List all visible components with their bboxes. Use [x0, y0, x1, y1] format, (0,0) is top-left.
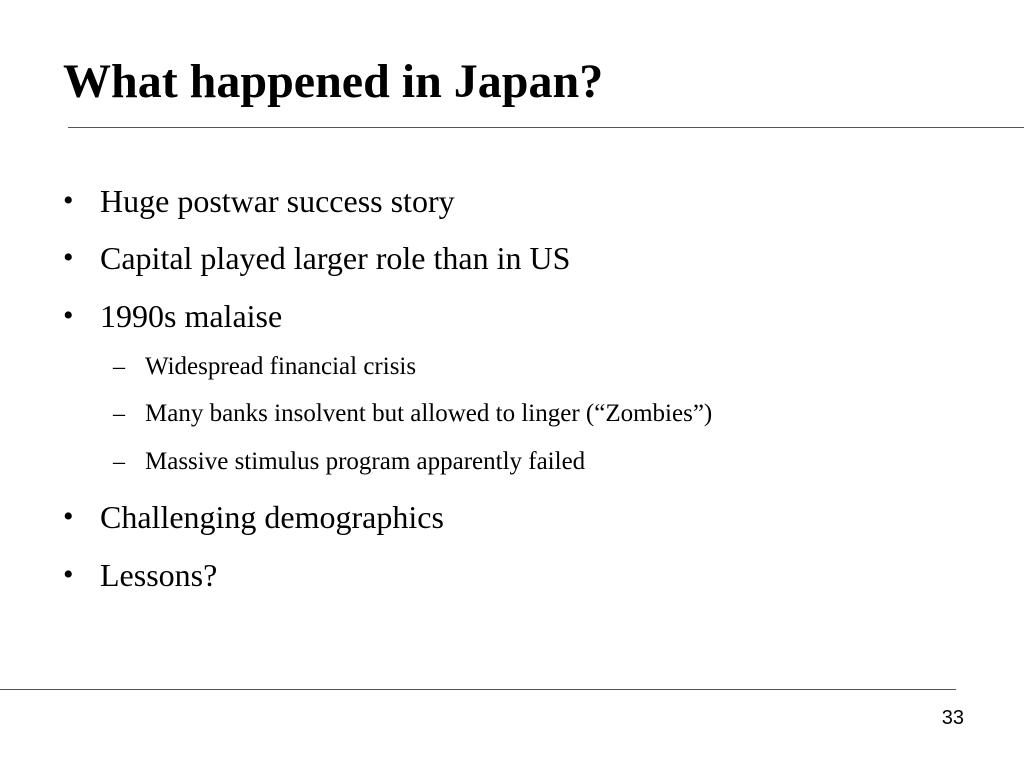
- dash-marker: –: [113, 401, 125, 427]
- page-number: 33: [941, 707, 964, 729]
- bullet-text: Huge postwar success story: [100, 183, 455, 219]
- footer-divider: [0, 689, 956, 690]
- bullet-marker: •: [63, 558, 74, 591]
- dash-marker: –: [113, 449, 125, 475]
- bullet-text: Capital played larger role than in US: [100, 240, 571, 276]
- slide-title: What happened in Japan?: [63, 55, 604, 108]
- bullet-marker: •: [63, 299, 74, 332]
- bullet-marker: •: [63, 184, 74, 217]
- bullet-text: 1990s malaise: [100, 298, 283, 334]
- bullet-marker: •: [63, 500, 74, 533]
- bullet-marker: •: [63, 241, 74, 274]
- sub-bullet-text: Widespread financial crisis: [145, 353, 417, 380]
- sub-bullet-text: Many banks insolvent but allowed to linger (“Zombies”): [145, 400, 713, 427]
- bullet-text: Challenging demographics: [100, 499, 444, 535]
- sub-bullet-text: Massive stimulus program apparently failed: [145, 448, 586, 475]
- dash-marker: –: [113, 354, 125, 380]
- bullet-text: Lessons?: [100, 557, 218, 593]
